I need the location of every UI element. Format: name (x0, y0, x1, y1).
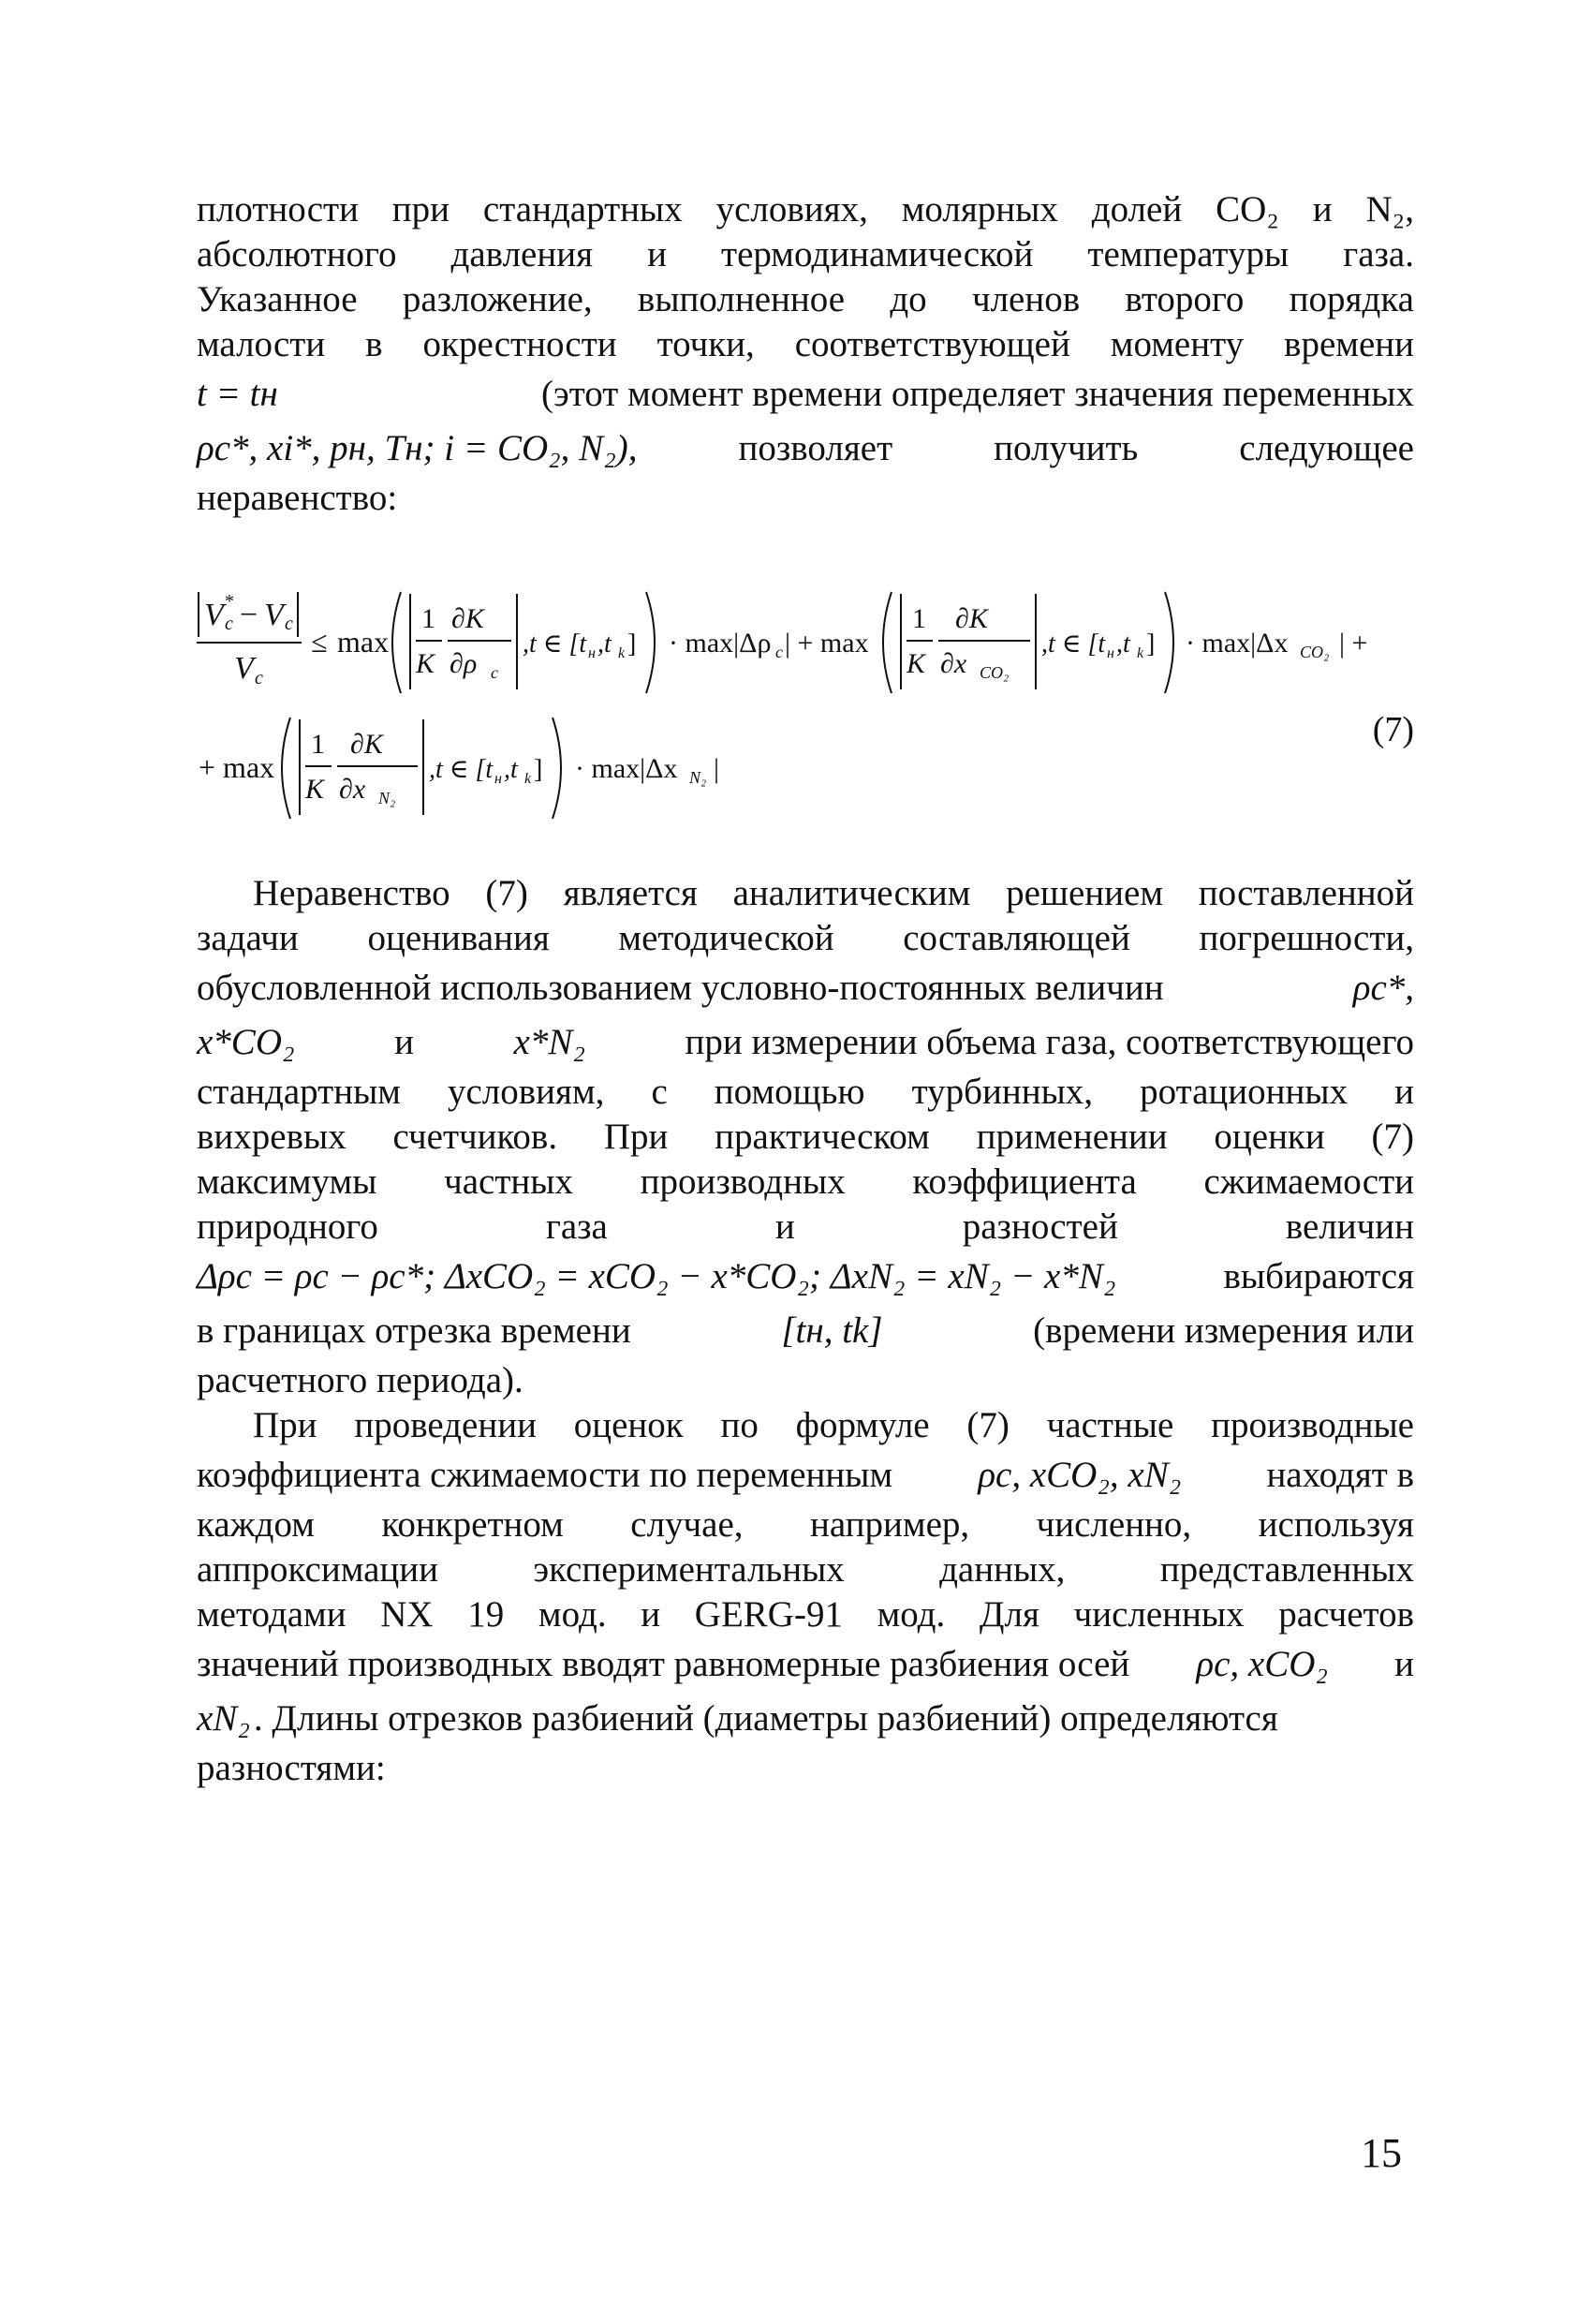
page-number: 15 (1361, 2130, 1402, 2176)
svg-text:,t ∈ [t: ,t ∈ [t (1041, 629, 1106, 659)
svg-text:· max|Δx: · max|Δx (1186, 628, 1289, 659)
svg-text:*: * (225, 591, 234, 612)
para1-line6 (197, 422, 1414, 476)
math-axes: ρс, xCO₂ (1196, 1644, 1328, 1684)
svg-text:,t: ,t (1116, 629, 1130, 659)
svg-text:N₂: N₂ (689, 768, 707, 787)
page-body (197, 187, 1414, 1791)
para1-line4: малости в окрестности точки, соответствующей моменту времени (197, 324, 1414, 364)
para3-line7-text: . Длины отрезков разбиений (диаметры разбиений) определяются (253, 1698, 1278, 1739)
svg-text:|: | (714, 753, 720, 784)
svg-text:c: c (255, 668, 263, 688)
para2-line10-b: (времени измерения или (1033, 1310, 1414, 1351)
math-differences: Δρс = ρс − ρс*; ΔxCO₂ = xCO₂ − x*CO₂; ΔxN₂ = xN₂ − x*N₂ (197, 1256, 1116, 1296)
svg-text:1: 1 (311, 729, 325, 760)
para3-line2 (197, 1448, 1414, 1502)
para1-line5-text: (этот момент времени определяет значения переменных (541, 374, 1414, 414)
svg-text:c: c (775, 643, 783, 661)
math-x-n2: xN₂ (197, 1698, 250, 1739)
para2-line5: стандартным условиям, с помощью турбинных, ротационных и (197, 1072, 1414, 1112)
svg-text:∂K: ∂K (451, 603, 484, 634)
math-t-equals-tn: t = tн (197, 374, 278, 414)
svg-text:max: max (337, 625, 390, 659)
svg-text:∂ρ: ∂ρ (450, 648, 478, 679)
para3-line6-a: значений производных вводят равномерные разбиения осей (197, 1644, 1130, 1684)
para1-line5 (197, 367, 1414, 422)
para2-line10-a: в границах отрезка времени (197, 1310, 631, 1351)
para1-line6-b: получить (994, 428, 1139, 468)
svg-text:K: K (416, 648, 435, 679)
svg-text:]: ] (1146, 629, 1156, 659)
math-variables: ρс*, xi*, pн, Tн; i = CO₂, N₂), (197, 428, 638, 468)
para3-line6-b: и (1394, 1644, 1414, 1684)
math-x-co2-star: x*CO₂ (197, 1022, 295, 1062)
para2-line4-and: и (394, 1022, 414, 1062)
svg-text:V: V (234, 651, 254, 686)
para3-line5: методами NX 19 мод. и GERG-91 мод. Для численных расчетов (197, 1594, 1414, 1635)
svg-text:K: K (907, 648, 926, 679)
svg-text:∂x: ∂x (339, 774, 366, 805)
para2-line9-text: выбираются (1223, 1256, 1414, 1296)
svg-text:∂K: ∂K (350, 729, 383, 760)
svg-text:K: K (305, 774, 325, 805)
svg-text:1: 1 (421, 603, 435, 634)
para1-line7: неравенство: (197, 478, 398, 518)
svg-text:c: c (285, 614, 293, 634)
svg-text:k: k (1137, 645, 1144, 661)
svg-text:V: V (264, 598, 284, 632)
svg-text:| + max: | + max (785, 628, 869, 659)
svg-text:+ max: + max (199, 750, 275, 784)
para2-line8: природного газа и разностей величин (197, 1206, 1414, 1247)
svg-text:CO₂: CO₂ (980, 663, 1010, 682)
para2-line11: расчетного периода). (197, 1360, 523, 1400)
para2-line9 (197, 1250, 1414, 1304)
svg-text:,t ∈ [t: ,t ∈ [t (429, 755, 494, 784)
svg-text:CO₂: CO₂ (1300, 643, 1330, 661)
para1-line6-a: позволяет (738, 428, 893, 468)
para2-line4-text: при измерении объема газа, соответствующего (685, 1022, 1414, 1062)
svg-text:,t ∈ [t: ,t ∈ [t (523, 629, 587, 659)
para3-line3: каждом конкретном случае, например, численно, используя (197, 1504, 1414, 1545)
formula-number: (7) (1372, 710, 1414, 749)
para2-line3 (197, 961, 1414, 1015)
svg-text:· max|Δρ: · max|Δρ (669, 628, 772, 659)
para2-line10 (197, 1304, 1414, 1358)
svg-text:]: ] (627, 629, 637, 659)
svg-text:∂K: ∂K (955, 603, 988, 634)
para1-line1: плотности при стандартных условиях, молярных долей CO₂ и N₂, (197, 189, 1414, 229)
svg-text:н: н (588, 645, 596, 661)
svg-text:н: н (1107, 645, 1114, 661)
svg-text:c: c (491, 663, 498, 682)
svg-text:· max|Δx: · max|Δx (575, 753, 678, 784)
formula-7-graphic (197, 573, 1414, 826)
math-interval: [tн, tk] (781, 1310, 883, 1351)
para1-line3: Указанное разложение, выполненное до членов второго порядка (197, 279, 1414, 319)
para2-line1: Неравенство (7) является аналитическим решением поставленной (253, 873, 1414, 913)
para1-line2: абсолютного давления и термодинамической температуры газа. (197, 234, 1414, 274)
svg-text:V: V (204, 598, 224, 632)
svg-text:≤: ≤ (311, 625, 328, 659)
svg-text:]: ] (534, 755, 543, 784)
svg-text:,t: ,t (597, 629, 612, 659)
para1-line6-c: следующее (1239, 428, 1414, 468)
para2-line6: вихревых счетчиков. При практическом применении оценки (7) (197, 1117, 1414, 1157)
svg-text:k: k (524, 771, 532, 787)
para3-line1: При проведении оценок по формуле (7) частные производные (253, 1405, 1414, 1445)
para3-line2-a: коэффициента сжимаемости по переменным (197, 1455, 893, 1495)
math-x-n2-star: x*N₂ (513, 1022, 585, 1062)
para3-line8: разностями: (197, 1748, 386, 1788)
svg-text:| +: | + (1339, 628, 1368, 659)
svg-text:k: k (618, 645, 626, 661)
svg-text:1: 1 (912, 603, 926, 634)
svg-text:,t: ,t (504, 755, 518, 784)
svg-text:N₂: N₂ (378, 789, 396, 807)
svg-text:−: − (240, 598, 258, 632)
para2-line7: максимумы частных производных коэффициента сжимаемости (197, 1162, 1414, 1202)
para3-line6 (197, 1637, 1414, 1692)
math-variables-list: ρс, xCO₂, xN₂ (978, 1455, 1182, 1495)
para2-line3-text: обусловленной использованием условно-постоянных величин (197, 968, 1164, 1008)
para3-line7 (197, 1692, 1414, 1746)
formula-7 (197, 573, 1414, 826)
svg-text:c: c (225, 614, 233, 634)
para2-line4 (197, 1015, 1414, 1070)
para3-line2-b: находят в (1266, 1455, 1414, 1495)
para3-line4: аппроксимации экспериментальных данных, представленных (197, 1549, 1414, 1590)
para2-line2: задачи оценивания методической составляющей погрешности, (197, 918, 1414, 958)
math-rho-c-star: ρс*, (1352, 968, 1414, 1008)
svg-text:н: н (494, 771, 502, 787)
svg-text:∂x: ∂x (940, 648, 967, 679)
